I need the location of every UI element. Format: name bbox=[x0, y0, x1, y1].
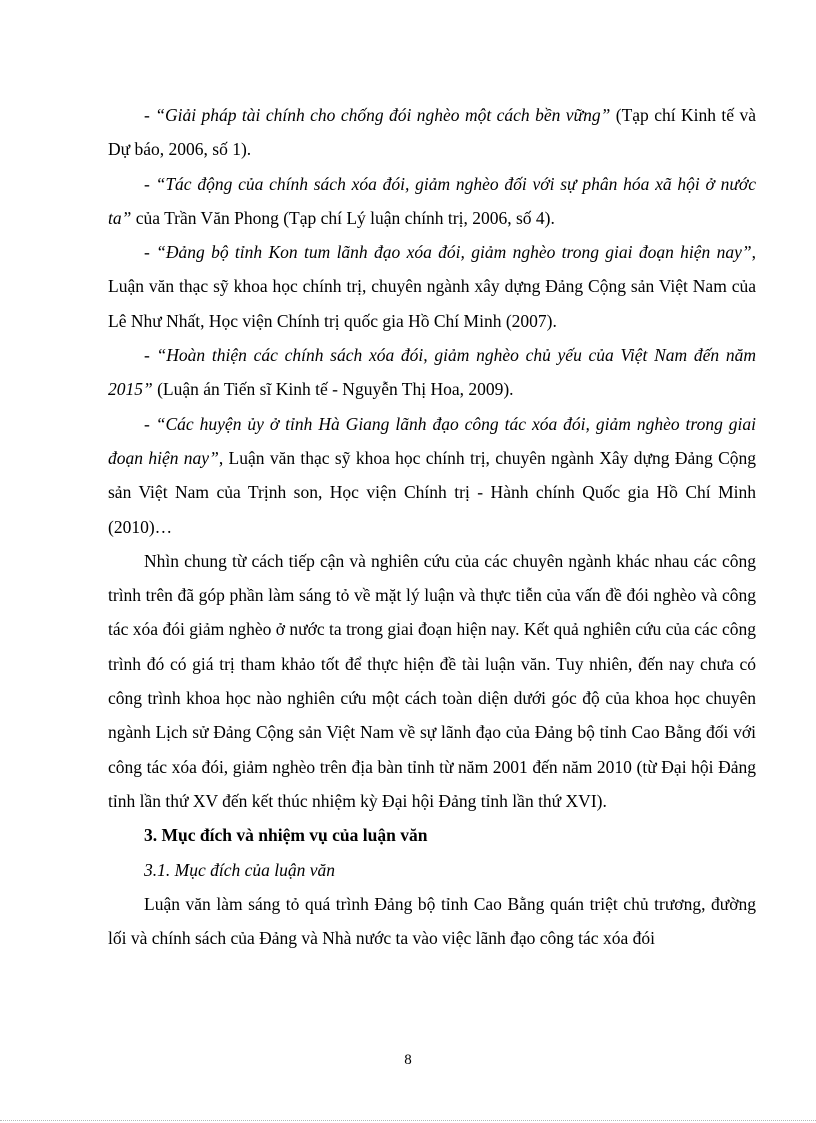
reference-item-4 bbox=[108, 338, 756, 407]
reference-title-2: - “Tác động của chính sách xóa đói, giảm nghèo đối với sự phân hóa xã hội ở nước ta” bbox=[108, 173, 756, 228]
reference-details-3: , Luận văn thạc sỹ khoa học chính trị, chuyên ngành xây dựng Đảng Cộng sản Việt Nam của Lê Như Nhất, Học viện Chính trị quốc gia Hồ Chí Minh (2007). bbox=[108, 242, 756, 331]
reference-title-1: - “Giải pháp tài chính cho chống đói nghèo một cách bền vững” bbox=[144, 105, 611, 125]
subsection-heading: 3.1. Mục đích của luận văn bbox=[144, 859, 335, 880]
reference-details-1: (Tạp chí Kinh tế và Dự báo, 2006, số 1). bbox=[108, 105, 756, 160]
reference-title-5: - “Các huyện ủy ở tỉnh Hà Giang lãnh đạo công tác xóa đói, giảm nghèo trong giai đoạn hiện nay” bbox=[108, 413, 756, 468]
page-content bbox=[108, 98, 756, 955]
reference-item-1 bbox=[108, 98, 756, 167]
reference-details-4: (Luận án Tiến sĩ Kinh tế - Nguyễn Thị Hoa, 2009). bbox=[152, 379, 514, 400]
body-paragraph-summary: Nhìn chung từ cách tiếp cận và nghiên cứu của các chuyên ngành khác nhau các công trình trên đã góp phần làm sáng tỏ về mặt lý luận và thực tiễn của vấn đề đói nghèo và công tác xóa đói giảm nghèo ở nước ta trong giai đoạn hiện nay. Kết quả nghiên cứu của các công trình đó có giá trị tham khảo tốt để thực hiện đề tài luận văn. Tuy nhiên, đến nay chưa có công trình khoa học nào nghiên cứu một cách toàn diện dưới góc độ của khoa học chuyên ngành Lịch sử Đảng Cộng sản Việt Nam về sự lãnh đạo của Đảng bộ tỉnh Cao Bằng đối với công tác xóa đói, giảm nghèo trên địa bàn tỉnh từ năm 2001 đến năm 2010 (từ Đại hội Đảng tỉnh lần thứ XV đến kết thúc nhiệm kỳ Đại hội Đảng tỉnh lần thứ XVI). bbox=[108, 550, 756, 811]
reference-details-5: , Luận văn thạc sỹ khoa học chính trị, chuyên ngành Xây dựng Đảng Cộng sản Việt Nam của Trịnh son, Học viện Chính trị - Hành chính Quốc gia Hồ Chí Minh (2010)… bbox=[108, 447, 756, 537]
reference-item-2 bbox=[108, 167, 756, 236]
reference-title-4: - “Hoàn thiện các chính sách xóa đói, giảm nghèo chủ yếu của Việt Nam đến năm 2015” bbox=[108, 345, 756, 400]
body-paragraph-purpose: Luận văn làm sáng tỏ quá trình Đảng bộ tỉnh Cao Bằng quán triệt chủ trương, đường lối và chính sách của Đảng và Nhà nước ta vào việc lãnh đạo công tác xóa đói bbox=[108, 893, 756, 949]
reference-title-3: - “Đảng bộ tỉnh Kon tum lãnh đạo xóa đói, giảm nghèo trong giai đoạn hiện nay” bbox=[144, 242, 752, 263]
page-number: 8 bbox=[404, 1052, 412, 1068]
reference-item-3 bbox=[108, 235, 756, 338]
reference-item-5 bbox=[108, 407, 756, 544]
page-bottom-divider bbox=[0, 1120, 816, 1121]
section-heading: 3. Mục đích và nhiệm vụ của luận văn bbox=[144, 825, 428, 846]
reference-details-2: của Trần Văn Phong (Tạp chí Lý luận chính trị, 2006, số 4). bbox=[131, 207, 555, 228]
